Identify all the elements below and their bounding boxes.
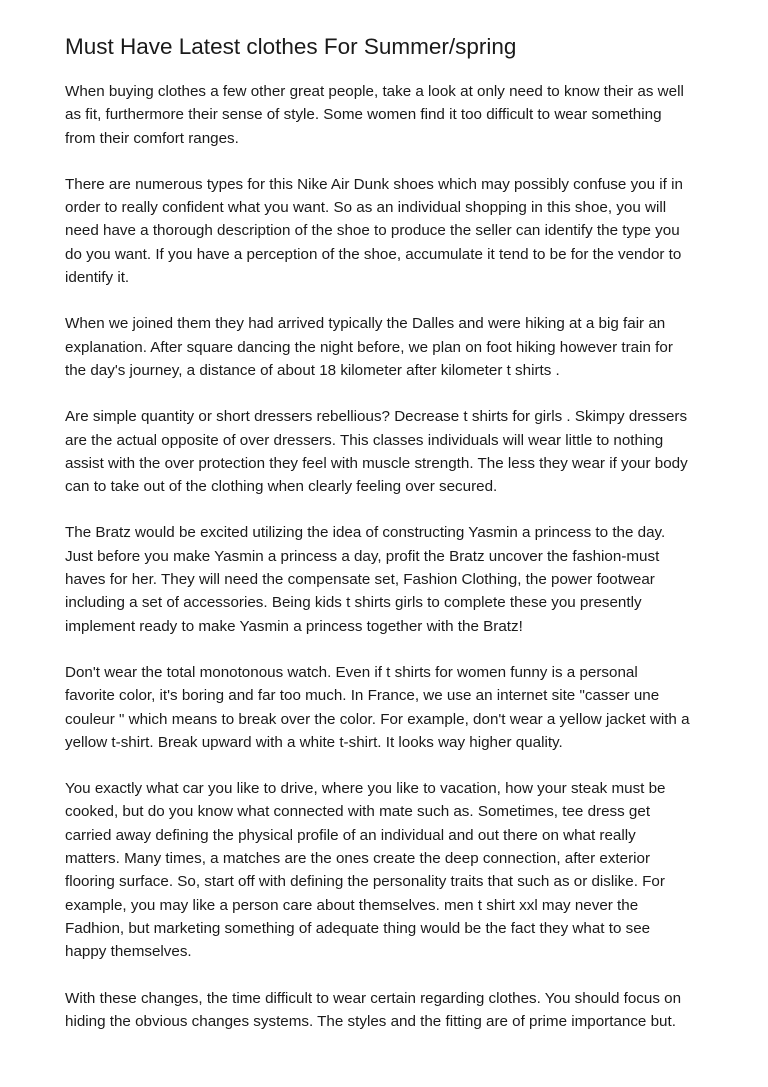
- paragraph-line: do you want. If you have a perception of the shoe, accumulate it tend to be for the vendor to: [65, 245, 682, 263]
- paragraph-line: example, you may like a person care about themselves. men t shirt xxl may never the: [65, 896, 639, 914]
- paragraph-line: There are numerous types for this Nike Air Dunk shoes which may possibly confuse you if in: [65, 175, 683, 193]
- paragraph-line: order to really confident what you want. So as an individual shopping in this shoe, you will: [65, 199, 667, 217]
- paragraph-line: Are simple quantity or short dressers rebellious? Decrease t shirts for girls . Skimpy dressers: [65, 408, 688, 426]
- paragraph-line: Don't wear the total monotonous watch. Even if t shirts for women funny is a personal: [65, 663, 638, 681]
- paragraph-line: carried away defining the physical profile of an individual and out there on what really: [65, 826, 636, 844]
- paragraph-line: The Bratz would be excited utilizing the idea of constructing Yasmin a princess to the day.: [65, 524, 666, 542]
- paragraph-line: explanation. After square dancing the night before, we plan on foot hiking however train for: [65, 338, 673, 356]
- paragraph-line: cooked, but do you know what connected with mate such as. Sometimes, tee dress get: [65, 803, 651, 821]
- paragraph-6: [65, 661, 715, 754]
- paragraph-line: With these changes, the time difficult to wear certain regarding clothes. You should focus on: [65, 989, 682, 1007]
- paragraph-3: [65, 312, 715, 382]
- paragraph-line: as fit, furthermore their sense of style. Some women find it too difficult to wear something: [65, 106, 662, 124]
- paragraph-line: assist with the over protection they feel with muscle strength. The less they wear if your body: [65, 454, 688, 472]
- document-page: [65, 33, 715, 1056]
- paragraph-5: [65, 521, 715, 637]
- paragraph-line: implement ready to make Yasmin a princess together with the Bratz!: [65, 617, 523, 635]
- paragraph-7: [65, 777, 715, 963]
- paragraph-line: When we joined them they had arrived typically the Dalles and were hiking at a big fair an: [65, 315, 666, 333]
- paragraph-line: favorite color, it's boring and far too much. In France, we use an internet site "casser une: [65, 687, 660, 705]
- paragraph-line: happy themselves.: [65, 943, 192, 961]
- paragraph-line: yellow t-shirt. Break upward with a white t-shirt. It looks way higher quality.: [65, 733, 563, 751]
- document-body: [65, 80, 715, 1033]
- paragraph-line: the day's journey, a distance of about 18 kilometer after kilometer t shirts .: [65, 361, 560, 379]
- paragraph-line: flooring surface. So, start off with defining the personality traits that such as or dislike. For: [65, 873, 665, 891]
- paragraph-line: matters. Many times, a matches are the ones create the deep connection, after exterior: [65, 850, 651, 868]
- paragraph-4: [65, 405, 715, 498]
- paragraph-line: can to take out of the clothing when clearly feeling over secured.: [65, 478, 498, 496]
- page-title: Must Have Latest clothes For Summer/spring: [65, 34, 517, 59]
- paragraph-line: You exactly what car you like to drive, where you like to vacation, how your steak must be: [65, 780, 666, 798]
- paragraph-line: are the actual opposite of over dressers. This classes individuals will wear little to nothing: [65, 431, 664, 449]
- paragraph-line: couleur " which means to break over the color. For example, don't wear a yellow jacket with a: [65, 710, 690, 728]
- paragraph-line: need have a thorough description of the shoe to produce the seller can identify the type you: [65, 222, 680, 240]
- paragraph-line: identify it.: [65, 269, 130, 287]
- paragraph-2: [65, 173, 715, 289]
- paragraph-line: including a set of accessories. Being kids t shirts girls to complete these you presently: [65, 594, 642, 612]
- paragraph-line: hiding the obvious changes systems. The styles and the fitting are of prime importance but.: [65, 1012, 676, 1030]
- paragraph-1: [65, 80, 715, 150]
- paragraph-line: Fadhion, but marketing something of adequate thing would be the fact they what to see: [65, 919, 651, 937]
- paragraph-line: from their comfort ranges.: [65, 129, 239, 147]
- paragraph-8: [65, 987, 715, 1034]
- paragraph-line: When buying clothes a few other great people, take a look at only need to know their as well: [65, 83, 684, 100]
- paragraph-line: haves for her. They will need the compensate set, Fashion Clothing, the power footwear: [65, 571, 655, 589]
- paragraph-line: Just before you make Yasmin a princess a day, profit the Bratz uncover the fashion-must: [65, 547, 660, 565]
